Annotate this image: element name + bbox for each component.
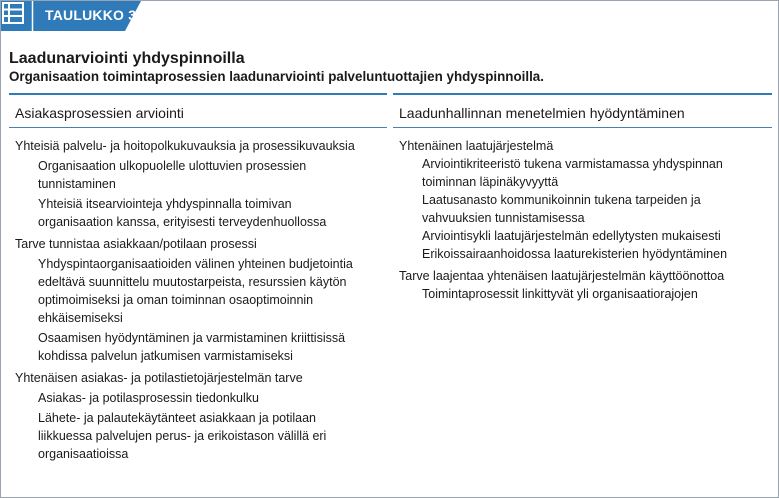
item-line: optimoimiseksi ja oman toiminnan osaoptimoinnin xyxy=(38,293,314,307)
category-label: Yhteisiä palvelu- ja hoitopolkukuvauksia ja prosessikuvauksia xyxy=(15,139,355,153)
item-line: ehkäisemiseksi xyxy=(38,311,123,325)
category-label: Tarve laajentaa yhtenäisen laatujärjestelmän käyttöönottoa xyxy=(399,269,725,283)
item-line: tunnistaminen xyxy=(38,177,116,191)
table-list-icon xyxy=(1,1,25,25)
item-line: toiminnan läpinäkyvyyttä xyxy=(422,175,559,189)
item-line: Arviointikriteeristö tukena varmistamassa yhdyspinnan xyxy=(422,157,723,171)
category-label: Tarve tunnistaa asiakkaan/potilaan prosessi xyxy=(15,237,257,251)
list-item xyxy=(399,155,773,191)
table-number-label: TAULUKKO 3. xyxy=(45,7,141,23)
item-line: organisaation kanssa, erityisesti terveydenhuollossa xyxy=(38,215,327,229)
item-line: Yhteisiä itsearviointeja yhdyspinnalla toimivan xyxy=(38,197,292,211)
category-group xyxy=(399,267,773,303)
item-line: Laatusanasto kommunikoinnin tukena tarpeiden ja xyxy=(422,193,701,207)
item-line: organisaatioissa xyxy=(38,447,129,461)
item-line: Toimintaprosessit linkittyvät yli organisaatiorajojen xyxy=(422,287,698,301)
column-header-right: Laadunhallinnan menetelmien hyödyntäminen xyxy=(399,105,685,121)
header-underline-left xyxy=(9,127,387,128)
list-item xyxy=(15,195,387,231)
list-item xyxy=(15,409,387,463)
category-label: Yhtenäinen laatujärjestelmä xyxy=(399,139,554,153)
item-line: Erikoissairaanhoidossa laaturekisterien hyödyntäminen xyxy=(422,247,728,261)
list-item xyxy=(399,191,773,227)
header-underline-right xyxy=(393,127,772,128)
item-line: kohdissa palvelun jatkumisen varmistamiseksi xyxy=(38,349,293,363)
column-header-left: Asiakasprosessien arviointi xyxy=(15,105,184,121)
list-item xyxy=(15,157,387,193)
item-line: Osaamisen hyödyntäminen ja varmistaminen kriittisissä xyxy=(38,331,346,345)
list-item xyxy=(15,255,387,327)
item-line: Lähete- ja palautekäytänteet asiakkaan ja potilaan xyxy=(38,411,316,425)
item-line: Organisaation ulkopuolelle ulottuvien prosessien xyxy=(38,159,307,173)
item-line: liikkuessa palvelujen perus- ja erikoistason välillä eri xyxy=(38,429,327,443)
list-item xyxy=(399,245,773,263)
header-rule-left xyxy=(9,93,387,95)
category-group xyxy=(15,137,387,231)
item-line: Yhdyspintaorganisaatioiden välinen yhteinen budjetointia xyxy=(38,257,353,271)
category-group xyxy=(15,369,387,463)
table-title: Laadunarviointi yhdyspinnoilla xyxy=(9,50,245,67)
list-item xyxy=(399,285,773,303)
item-line: vahvuuksien tunnistamisessa xyxy=(422,211,585,225)
item-line: edeltävä suunnittelu muutostarpeista, resurssien käytön xyxy=(38,275,347,289)
column-left xyxy=(15,137,387,467)
list-item xyxy=(399,227,773,245)
category-group xyxy=(15,235,387,365)
category-label: Yhtenäisen asiakas- ja potilastietojärjestelmän tarve xyxy=(15,371,303,385)
item-line: Asiakas- ja potilasprosessin tiedonkulku xyxy=(38,391,259,405)
table-banner xyxy=(1,1,141,31)
column-right xyxy=(399,137,773,307)
item-line: Arviointisykli laatujärjestelmän edellytysten mukaisesti xyxy=(422,229,721,243)
category-group xyxy=(399,137,773,263)
list-item xyxy=(15,329,387,365)
table-subtitle: Organisaation toimintaprosessien laadunarviointi palveluntuottajien yhdyspinnoilla. xyxy=(9,69,544,84)
list-item xyxy=(15,389,387,407)
header-rule-right xyxy=(393,93,772,95)
